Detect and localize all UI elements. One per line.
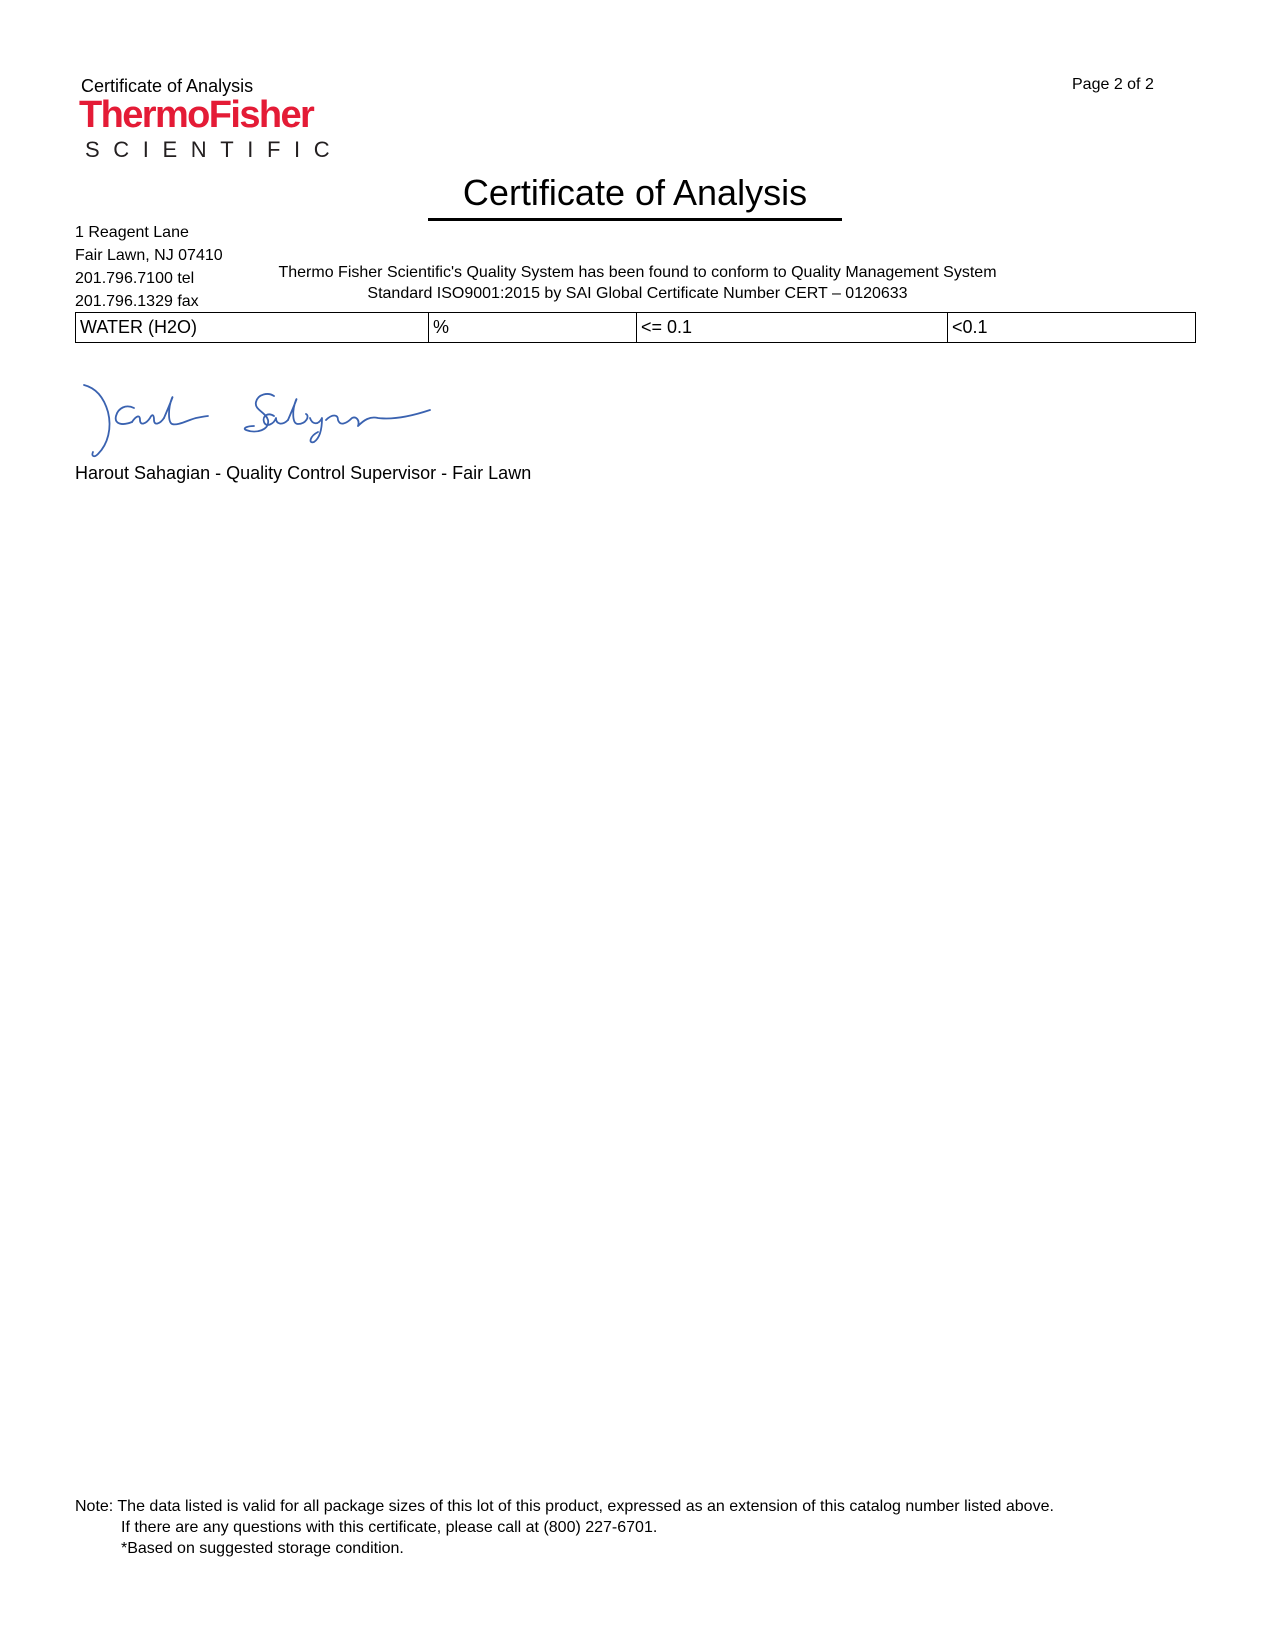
signature-stroke	[164, 397, 208, 424]
header-label: Certificate of Analysis	[81, 76, 254, 96]
unit-cell: %	[429, 313, 637, 342]
page-title: Certificate of Analysis	[462, 172, 808, 213]
signature-stroke	[84, 385, 110, 456]
footer-note-line3: *Based on suggested storage condition.	[121, 1540, 404, 1557]
footer-note-line1: Note: The data listed is valid for all package sizes of this lot of this product, expressed as an extension of this catalog number listed above.	[75, 1498, 1054, 1515]
iso-statement	[240, 262, 1035, 304]
result-cell: <0.1	[952, 317, 988, 337]
logo-subline: SCIENTIFIC	[85, 137, 344, 162]
signature-stroke	[288, 399, 308, 424]
specification-cell: <= 0.1	[637, 313, 948, 342]
signature-stroke	[132, 415, 164, 423]
signatory-name: Harout Sahagian - Quality Control Supervisor - Fair Lawn	[75, 463, 532, 483]
footer-note-line2: If there are any questions with this certificate, please call at (800) 227-6701.	[121, 1519, 658, 1536]
signature-stroke	[245, 394, 274, 432]
signature-image	[78, 380, 434, 460]
address-street: 1 Reagent Lane	[75, 224, 189, 241]
footer-note	[75, 1496, 1054, 1559]
title-underline	[428, 218, 842, 221]
signature-stroke	[326, 410, 430, 426]
iso-statement-line1: Thermo Fisher Scientific's Quality System has been found to conform to Quality Management System	[278, 264, 997, 281]
iso-statement-line2: Standard ISO9001:2015 by SAI Global Certificate Number CERT – 0120633	[367, 285, 908, 302]
signature-stroke	[116, 406, 134, 424]
company-address	[75, 221, 223, 313]
address-tel: 201.796.7100 tel	[75, 270, 195, 287]
address-city: Fair Lawn, NJ 07410	[75, 247, 223, 264]
table-row	[75, 312, 1196, 343]
thermo-fisher-logo	[79, 96, 343, 162]
signature-stroke	[310, 418, 322, 442]
test-name-cell: WATER (H2O)	[76, 313, 429, 342]
logo-wordmark: ThermoFisher	[79, 94, 314, 136]
page-number: Page 2 of 2	[1072, 76, 1154, 93]
address-fax: 201.796.1329 fax	[75, 293, 199, 310]
